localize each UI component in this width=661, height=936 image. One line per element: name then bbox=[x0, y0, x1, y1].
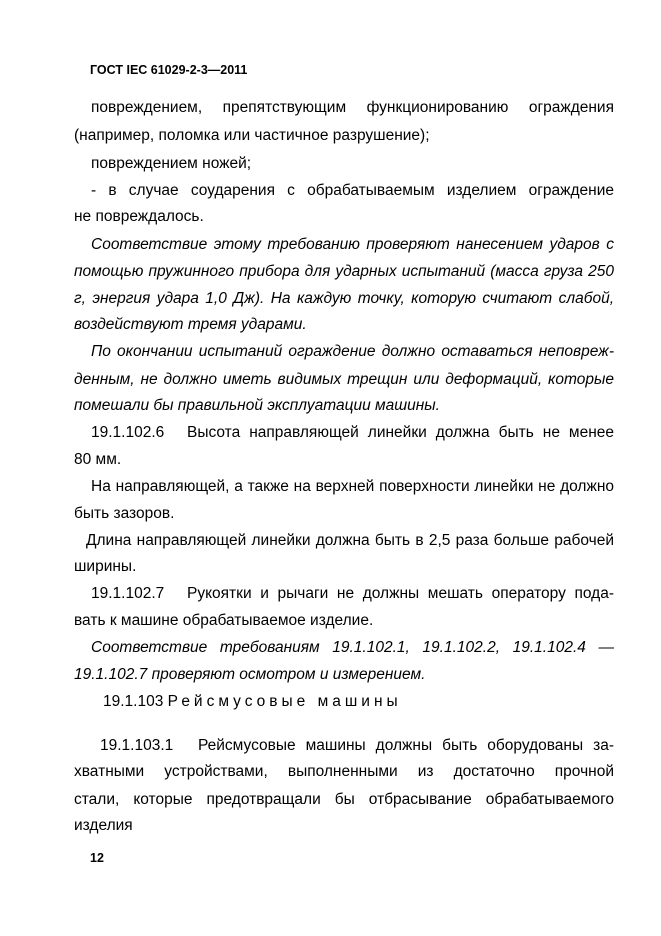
clause-text: Рейсмусовые машины должны быть оборудованы за- bbox=[198, 737, 614, 754]
italic-text-line: По окончании испытаний ограждение должно оставаться неповреж- bbox=[91, 343, 614, 360]
text-line: Длина направляющей линейки должна быть в 2,5 раза больше рабочей bbox=[86, 532, 614, 549]
clause-line bbox=[100, 736, 614, 756]
text-line: не повреждалось. bbox=[74, 208, 204, 225]
section-title: Рейсмусовые машины bbox=[167, 693, 402, 710]
text-line: изделия bbox=[74, 817, 133, 834]
clause-number: 19.1.103.1 bbox=[100, 737, 174, 754]
italic-text-line: помешали бы правильной эксплуатации машины. bbox=[74, 397, 440, 414]
text-line: На направляющей, а также на верхней поверхности линейки не должно bbox=[91, 478, 614, 495]
clause-text: Высота направляющей линейки должна быть не менее bbox=[187, 424, 614, 441]
clause-number: 19.1.102.7 bbox=[91, 585, 165, 602]
document-header: ГОСТ IEC 61029-2-3—2011 bbox=[90, 63, 248, 77]
italic-text-line: помощью пружинного прибора для ударных испытаний (масса груза 250 bbox=[74, 263, 614, 280]
italic-text-line: воздействуют тремя ударами. bbox=[74, 316, 307, 333]
section-heading bbox=[103, 692, 643, 712]
italic-text-line: Соответствие требованиям 19.1.102.1, 19.1.102.2, 19.1.102.4 — bbox=[91, 639, 614, 656]
text-line: повреждением, препятствующим функционированию ограждения bbox=[91, 99, 614, 116]
italic-text-line: денным, не должно иметь видимых трещин или деформаций, которые bbox=[74, 371, 614, 388]
text-line: - в случае соударения с обрабатываемым изделием ограждение bbox=[91, 182, 614, 199]
text-line: (например, поломка или частичное разрушение); bbox=[74, 127, 430, 144]
text-line: ширины. bbox=[74, 558, 137, 575]
clause-text: Рукоятки и рычаги не должны мешать оператору пода- bbox=[187, 585, 614, 602]
text-line: 80 мм. bbox=[74, 451, 122, 468]
text-line: стали, которые предотвращали бы отбрасывание обрабатываемого bbox=[74, 791, 614, 808]
clause-line bbox=[91, 584, 614, 604]
clause-number: 19.1.102.6 bbox=[91, 424, 165, 441]
text-line: вать к машине обрабатываемое изделие. bbox=[74, 612, 374, 629]
text-line: быть зазоров. bbox=[74, 505, 175, 522]
section-number: 19.1.103 bbox=[103, 693, 164, 710]
text-line: хватными устройствами, выполненными из достаточно прочной bbox=[74, 763, 614, 780]
text-line: повреждением ножей; bbox=[91, 155, 252, 172]
italic-text-line: г, энергия удара 1,0 Дж). На каждую точку, которую считают слабой, bbox=[74, 290, 614, 307]
italic-text-line: 19.1.102.7 проверяют осмотром и измерением. bbox=[74, 666, 426, 683]
italic-text-line: Соответствие этому требованию проверяют нанесением ударов с bbox=[91, 236, 614, 253]
clause-line bbox=[91, 423, 614, 443]
page-number: 12 bbox=[90, 851, 104, 865]
